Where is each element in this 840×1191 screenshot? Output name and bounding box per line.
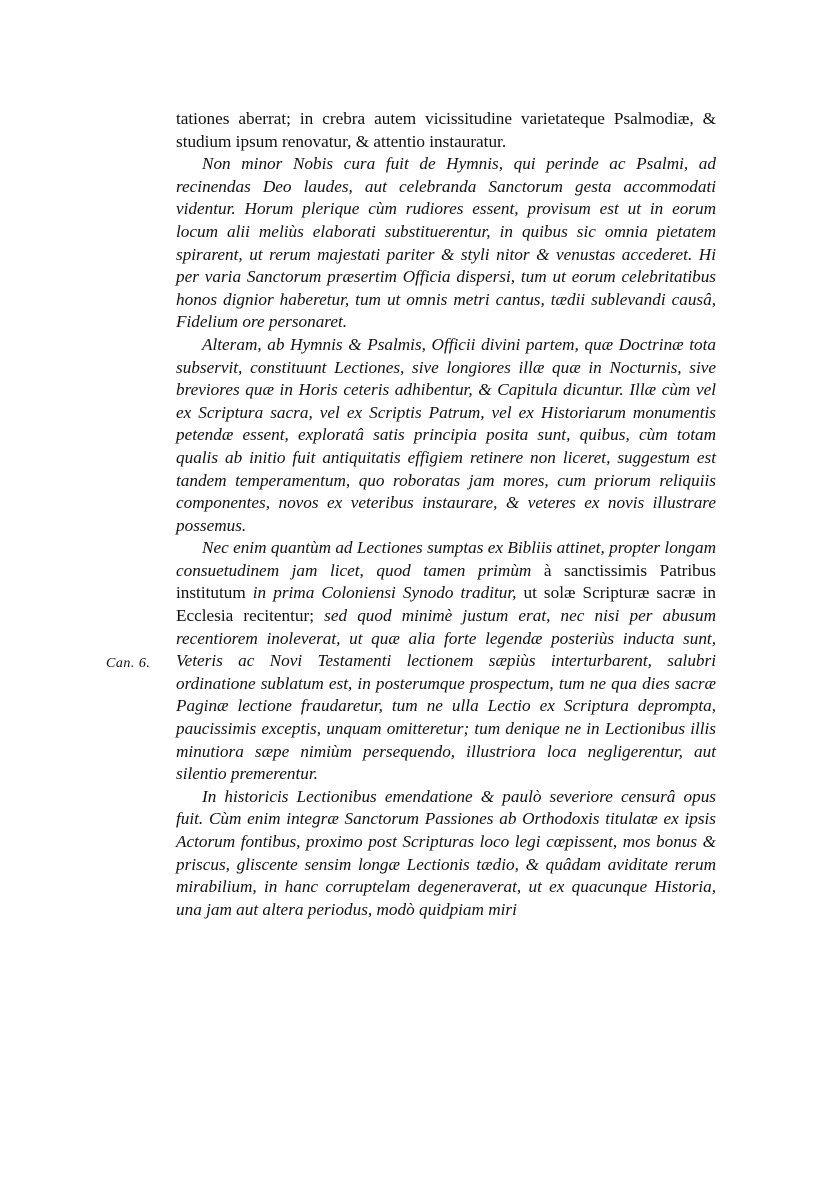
paragraph: [176, 108, 716, 153]
italic-text-segment: Non minor Nobis cura fuit de Hymnis, qui perinde ac Psalmi, ad recinendas Deo laudes, aut celebranda Sanctorum gesta accommodati videntur. Horum plerique cùm rudiores essent, provisum est ut in eorum locum alii meliùs elaborati substituerentur, in quibus sic omnia pietatem spirarent, ut rerum majestati pariter & styli nitor & venustas accederet. Hi per varia Sanctorum præsertim Officia dispersi, tum ut eorum celebritatibus honos dignior haberetur, tum ut omnis metri cantus, tædii sublevandi causâ, Fidelium ore personaret.: [176, 154, 716, 332]
italic-text-segment: sed quod minimè justum erat, nec nisi per abusum recentiorem inoleverat, ut quæ alia forte legendæ posteriùs inducta sunt, Veteris ac Novi Testamenti lectionem sæpiùs interturbarent, salubri ordinatione sublatum est, in posterumque prospectum, tum ne qua dies sacræ Paginæ lectione fraudaretur, tum ne ulla Lectio ex Scriptura deprompta, paucissimis exceptis, unquam omitteretur; tum denique ne in Lectionibus illis minutiora sæpe nimiùm persequendo, illustriora loca negligerentur, aut silentio premerentur.: [176, 606, 717, 784]
margin-note: Can. 6.: [106, 656, 151, 671]
paragraph: [176, 334, 716, 537]
italic-text-segment: Alteram, ab Hymnis & Psalmis, Officii divini partem, quæ Doctrinæ tota subservit, constituunt Lectiones, sive longiores illæ quæ in Nocturnis, sive breviores quæ in Horis ceteris adhibentur, & Capitula dicuntur. Illæ cùm vel ex Scriptura sacra, vel ex Scriptis Patrum, vel ex Historiarum monumentis petendæ essent, exploratâ satis principia posita sunt, quibus, cùm totam qualis ab initio fuit antiquitatis effigiem retinere non liceret, suggestum est tandem temperamentum, quo roboratas jam mores, cum priorum reliquiis componentes, novos ex veteribus instaurare, & veteres ex novis illustrare possemus.: [176, 334, 716, 535]
roman-text-segment: à sanctissimis Patribus institutum: [176, 560, 716, 603]
paragraph: [176, 786, 716, 922]
roman-text-segment: tationes aberrat; in crebra autem vicissitudine varietateque Psalmodiæ, & studium ipsum renovatur, & attentio instauratur.: [176, 109, 716, 151]
italic-text-segment: In historicis Lectionibus emendatione & paulò severiore censurâ opus fuit. Cùm enim integræ Sanctorum Passiones ab Orthodoxis titulatæ ex ipsis Actorum fontibus, proximo post Scripturas loco legi cœpissent, mos bonus & priscus, gliscente sensim longæ Lectionis tædio, & quâdam aviditate rerum mirabilium, in hanc corruptelam degeneraverat, ut ex quacunque Historia, una jam aut altera periodus, modò quidpiam miri: [176, 786, 716, 919]
roman-text-segment: ut solæ Scripturæ sacræ in Ecclesia recitentur;: [176, 583, 716, 626]
paragraph: [176, 153, 716, 334]
italic-text-segment: in prima Coloniensi Synodo traditur,: [245, 583, 524, 603]
body-text: [176, 108, 716, 921]
italic-text-segment: Nec enim quantùm ad Lectiones sumptas ex Bibliis attinet, propter longam consuetudinem jam licet, quod tamen primùm: [176, 538, 716, 580]
paragraph: [176, 537, 716, 786]
